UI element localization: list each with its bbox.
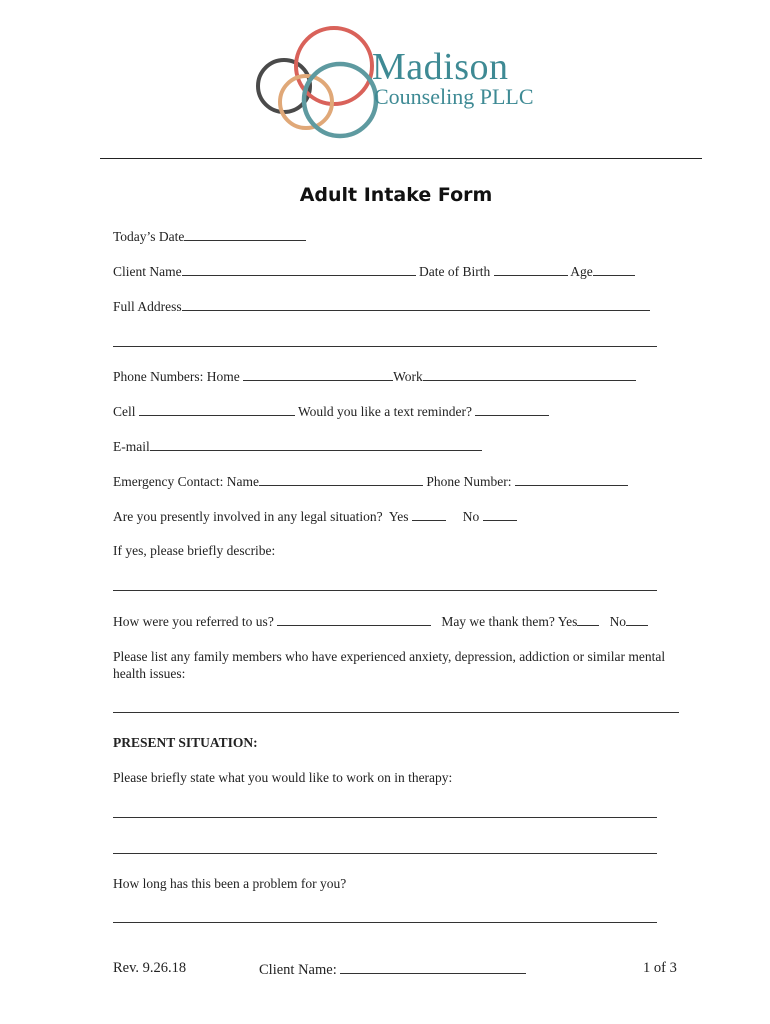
todays-date-field[interactable] bbox=[184, 228, 306, 241]
legal-yes-field[interactable] bbox=[412, 508, 446, 521]
thank-them-label: May we thank them? bbox=[441, 614, 555, 629]
work-on-line-2[interactable] bbox=[113, 853, 657, 854]
legal-yes-label: Yes bbox=[388, 509, 409, 524]
how-long-label: How long has this been a problem for you? bbox=[113, 876, 347, 891]
phone-row bbox=[113, 368, 636, 385]
email-field[interactable] bbox=[150, 438, 482, 451]
legal-no-field[interactable] bbox=[483, 508, 517, 521]
referral-row bbox=[113, 613, 648, 630]
todays-date-label: Today’s Date bbox=[113, 229, 185, 244]
text-reminder-label: Would you like a text reminder? bbox=[298, 404, 472, 419]
cell-row bbox=[113, 403, 549, 420]
phone-home-label: Phone Numbers: Home bbox=[113, 369, 240, 384]
full-address-row bbox=[113, 298, 650, 315]
phone-work-field[interactable] bbox=[423, 368, 636, 381]
logo-subtitle: Counseling PLLC bbox=[374, 84, 534, 109]
thank-no-label: No bbox=[609, 614, 627, 629]
company-logo bbox=[252, 18, 552, 143]
footer-client-name-label: Client Name: bbox=[259, 962, 337, 978]
emergency-row bbox=[113, 473, 628, 490]
todays-date-row bbox=[113, 228, 306, 245]
email-row bbox=[113, 438, 482, 455]
email-label: E-mail bbox=[113, 439, 150, 454]
logo-name: Madison bbox=[372, 46, 509, 88]
emergency-name-field[interactable] bbox=[259, 473, 423, 486]
legal-question-label: Are you presently involved in any legal situation? bbox=[113, 509, 383, 524]
emergency-phone-field[interactable] bbox=[515, 473, 628, 486]
age-label: Age bbox=[570, 264, 593, 279]
full-address-label: Full Address bbox=[113, 299, 182, 314]
legal-row bbox=[113, 508, 517, 525]
referred-question-label: How were you referred to us? bbox=[113, 614, 274, 629]
family-members-line[interactable] bbox=[113, 712, 679, 713]
emergency-phone-label: Phone Number: bbox=[426, 474, 512, 489]
how-long-line[interactable] bbox=[113, 922, 657, 923]
family-members-label: Please list any family members who have experienced anxiety, depression, addiction or similar mental health issues: bbox=[113, 649, 666, 681]
emergency-name-label: Emergency Contact: Name bbox=[113, 474, 259, 489]
cell-field[interactable] bbox=[139, 403, 295, 416]
if-yes-label: If yes, please briefly describe: bbox=[113, 543, 276, 558]
phone-home-field[interactable] bbox=[243, 368, 393, 381]
phone-work-label: Work bbox=[393, 369, 423, 384]
client-info-row bbox=[113, 263, 635, 280]
footer-client-name-row bbox=[259, 960, 526, 979]
date-of-birth-label: Date of Birth bbox=[418, 264, 491, 279]
logo-rings-icon bbox=[252, 18, 382, 143]
footer-revision: Rev. 9.26.18 bbox=[113, 960, 187, 976]
thank-no-field[interactable] bbox=[626, 613, 648, 626]
form-title: Adult Intake Form bbox=[299, 184, 493, 206]
legal-no-label: No bbox=[462, 509, 480, 524]
work-on-line-1[interactable] bbox=[113, 817, 657, 818]
cell-label: Cell bbox=[113, 404, 136, 419]
header-rule bbox=[100, 158, 702, 159]
referred-field[interactable] bbox=[277, 613, 431, 626]
address-line-2[interactable] bbox=[113, 346, 657, 347]
footer-client-name-field[interactable] bbox=[340, 960, 526, 974]
footer-page-number: 1 of 3 bbox=[643, 960, 677, 976]
legal-describe-line[interactable] bbox=[113, 590, 657, 591]
age-field[interactable] bbox=[593, 263, 635, 276]
present-situation-heading: PRESENT SITUATION: bbox=[113, 735, 258, 750]
client-name-field[interactable] bbox=[182, 263, 416, 276]
full-address-field[interactable] bbox=[182, 298, 650, 311]
client-name-label: Client Name bbox=[113, 264, 182, 279]
thank-yes-field[interactable] bbox=[577, 613, 599, 626]
text-reminder-field[interactable] bbox=[475, 403, 549, 416]
date-of-birth-field[interactable] bbox=[494, 263, 568, 276]
work-on-label: Please briefly state what you would like to work on in therapy: bbox=[113, 770, 453, 785]
thank-yes-label: Yes bbox=[557, 614, 578, 629]
